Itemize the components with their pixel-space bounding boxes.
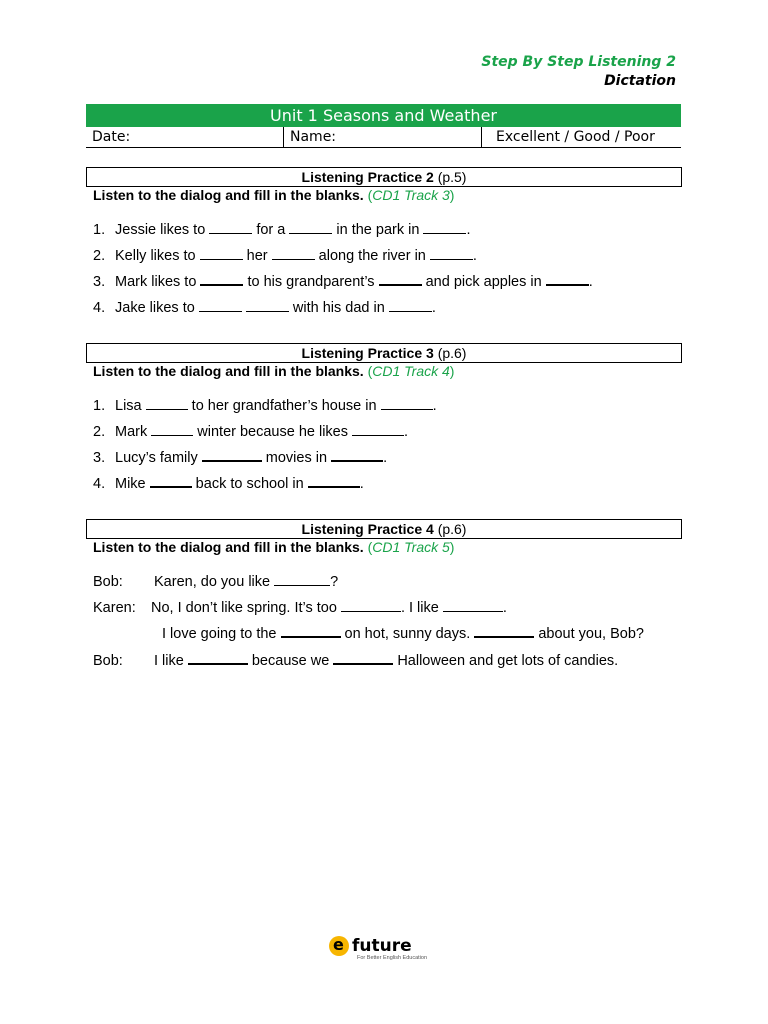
section-header-practice-4: [86, 519, 682, 539]
speaker-label: Bob:: [93, 653, 123, 669]
item-text: for a: [252, 222, 290, 238]
speaker-label: Bob:: [93, 574, 123, 590]
dialog-text: . I like: [400, 600, 443, 616]
item-text: to her grandfather’s house in: [187, 398, 381, 414]
answer-blank[interactable]: [389, 310, 432, 312]
dialog-line: [93, 574, 338, 590]
item-text: along the river in: [314, 248, 430, 264]
track-label: CD1 Track 4: [372, 363, 450, 379]
section-page: (p.6): [437, 521, 467, 537]
section-title: Listening Practice 2: [301, 169, 434, 185]
list-item: [93, 274, 593, 290]
list-item: [93, 222, 470, 238]
answer-blank[interactable]: [423, 232, 466, 234]
item-text: to his grandparent’s: [243, 274, 379, 290]
item-text: .: [466, 222, 471, 238]
instruction-text: Listen to the dialog and fill in the blanks.: [93, 187, 364, 203]
answer-blank[interactable]: [430, 258, 473, 260]
logo-letter: e: [333, 935, 344, 954]
efuture-logo: [329, 936, 412, 956]
item-text: Jessie likes to: [115, 222, 210, 238]
answer-blank[interactable]: [199, 310, 242, 312]
answer-blank[interactable]: [202, 459, 262, 462]
list-item: [93, 424, 408, 440]
grade-field[interactable]: Excellent / Good / Poor: [496, 129, 655, 145]
series-title: Step By Step Listening 2: [481, 54, 676, 70]
answer-blank[interactable]: [352, 434, 404, 436]
answer-blank[interactable]: [546, 283, 589, 286]
item-text: in the park in: [332, 222, 424, 238]
logo-tagline: For Better English Education: [357, 955, 428, 961]
section-title: Listening Practice 3: [301, 345, 434, 361]
item-text: [242, 300, 246, 316]
answer-blank[interactable]: [274, 584, 330, 586]
item-text: Lisa: [115, 398, 146, 414]
dialog-text: ?: [330, 574, 339, 590]
logo-mark-icon: [329, 936, 349, 956]
dialog-line: [162, 626, 644, 642]
section-header-practice-3: [86, 343, 682, 363]
unit-title-bar: Unit 1 Seasons and Weather: [86, 104, 681, 127]
section-page: (p.5): [437, 169, 467, 185]
answer-blank[interactable]: [281, 635, 341, 638]
item-text: back to school in: [191, 476, 308, 492]
item-text: movies in: [261, 450, 332, 466]
answer-blank[interactable]: [272, 258, 315, 260]
answer-blank[interactable]: [379, 283, 422, 286]
instruction-practice-4: Listen to the dialog and fill in the blanks. (CD1 Track 5): [93, 539, 455, 555]
section-header-practice-2: [86, 167, 682, 187]
instruction-practice-2: Listen to the dialog and fill in the blanks. (CD1 Track 3): [93, 187, 455, 203]
dialog-text: because we: [247, 653, 334, 669]
item-text: Lucy’s family: [115, 450, 202, 466]
item-number: 4.: [93, 300, 106, 316]
dialog-text: .: [502, 600, 507, 616]
instruction-practice-3: Listen to the dialog and fill in the blanks. (CD1 Track 4): [93, 363, 455, 379]
logo-name: future: [352, 935, 412, 956]
item-number: 1.: [93, 222, 106, 238]
list-item: [93, 450, 387, 466]
item-text: .: [383, 450, 388, 466]
item-number: 2.: [93, 424, 106, 440]
item-text: Mark likes to: [115, 274, 201, 290]
item-number: 2.: [93, 248, 106, 264]
answer-blank[interactable]: [150, 485, 192, 488]
dialog-text: on hot, sunny days.: [340, 626, 475, 642]
answer-blank[interactable]: [474, 635, 534, 638]
answer-blank[interactable]: [246, 310, 289, 312]
item-text: winter because he likes: [193, 424, 353, 440]
name-field[interactable]: Name:: [284, 127, 482, 147]
dialog-text: I love going to the: [162, 626, 281, 642]
item-text: .: [404, 424, 409, 440]
item-text: Mike: [115, 476, 150, 492]
item-number: 4.: [93, 476, 106, 492]
answer-blank[interactable]: [289, 232, 332, 234]
answer-blank[interactable]: [381, 408, 433, 410]
answer-blank[interactable]: [151, 434, 193, 436]
item-number: 3.: [93, 274, 106, 290]
dialog-text: I like: [154, 653, 188, 669]
answer-blank[interactable]: [308, 485, 360, 488]
dialog-text: Halloween and get lots of candies.: [393, 653, 619, 669]
list-item: [93, 476, 364, 492]
section-title: Listening Practice 4: [301, 521, 434, 537]
dialog-text: No, I don’t like spring. It’s too: [151, 600, 341, 616]
answer-blank[interactable]: [200, 283, 243, 286]
answer-blank[interactable]: [333, 662, 393, 665]
answer-blank[interactable]: [209, 232, 252, 234]
list-item: [93, 300, 436, 316]
item-text: .: [588, 274, 593, 290]
answer-blank[interactable]: [443, 610, 503, 612]
track-label: CD1 Track 3: [372, 187, 450, 203]
answer-blank[interactable]: [146, 408, 188, 410]
item-number: 3.: [93, 450, 106, 466]
item-text: Jake likes to: [115, 300, 199, 316]
date-field[interactable]: Date:: [86, 127, 284, 147]
item-number: 1.: [93, 398, 106, 414]
item-text: with his dad in: [288, 300, 389, 316]
item-text: Mark: [115, 424, 152, 440]
dialog-line: [93, 653, 618, 669]
item-text: .: [359, 476, 364, 492]
answer-blank[interactable]: [341, 610, 401, 612]
instruction-text: Listen to the dialog and fill in the blanks.: [93, 539, 364, 555]
info-row: [86, 127, 681, 148]
item-text: Kelly likes to: [115, 248, 200, 264]
answer-blank[interactable]: [200, 258, 243, 260]
list-item: [93, 248, 477, 264]
list-item: [93, 398, 437, 414]
dialog-line: [93, 600, 507, 616]
item-text: .: [472, 248, 477, 264]
dialog-text: about you, Bob?: [534, 626, 644, 642]
item-text: her: [242, 248, 272, 264]
item-text: and pick apples in: [421, 274, 546, 290]
document-type: Dictation: [604, 73, 676, 89]
section-page: (p.6): [437, 345, 467, 361]
item-text: .: [431, 300, 436, 316]
answer-blank[interactable]: [188, 662, 248, 665]
item-text: .: [432, 398, 437, 414]
answer-blank[interactable]: [331, 459, 383, 462]
track-label: CD1 Track 5: [372, 539, 450, 555]
dialog-text: Karen, do you like: [154, 574, 275, 590]
speaker-label: Karen:: [93, 600, 136, 616]
instruction-text: Listen to the dialog and fill in the blanks.: [93, 363, 364, 379]
